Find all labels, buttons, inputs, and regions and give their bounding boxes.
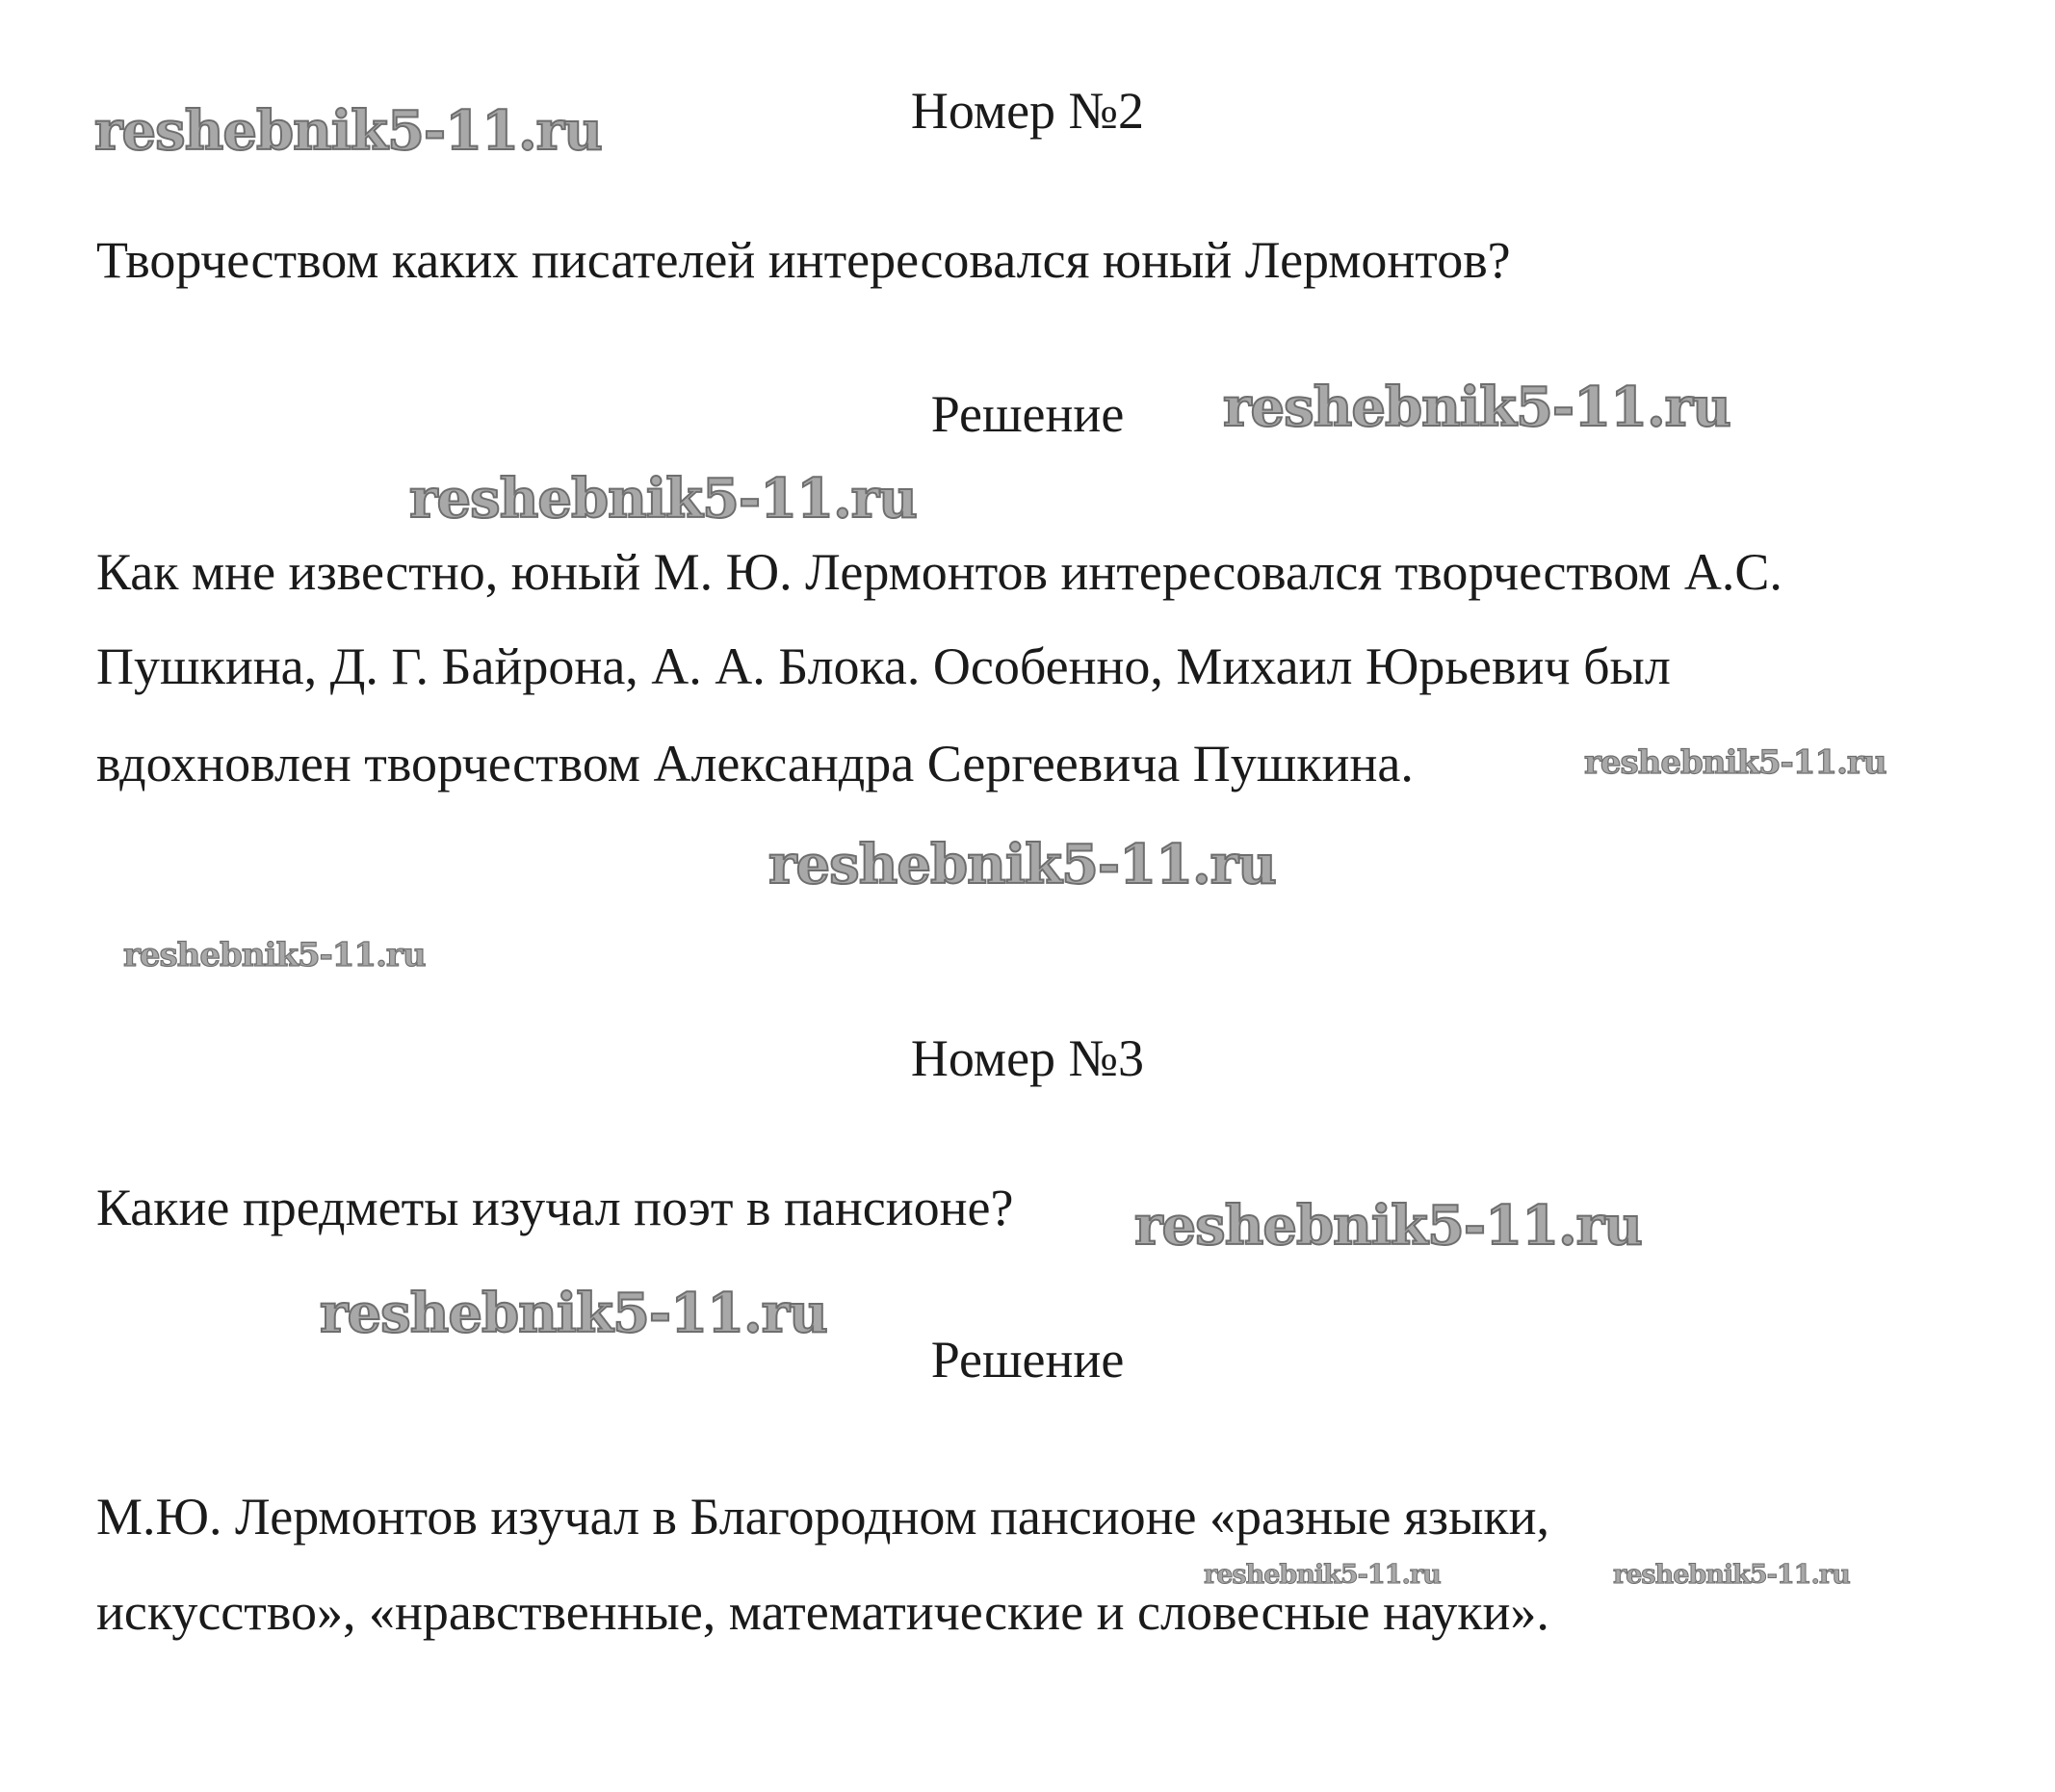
watermark-logo: reshebnik5-11.ru xyxy=(1223,376,1730,439)
watermark-logo: reshebnik5-11.ru xyxy=(1204,1560,1441,1590)
watermark-logo: reshebnik5-11.ru xyxy=(1584,743,1886,782)
answer-2-line-2: Пушкина, Д. Г. Байрона, А. А. Блока. Особенно, Михаил Юрьевич был xyxy=(96,637,1671,695)
answer-2-line-1: Как мне известно, юный М. Ю. Лермонтов интересовался творчеством А.С. xyxy=(96,543,1782,601)
section-heading-2: Номер №2 xyxy=(910,82,1145,140)
watermark-logo: reshebnik5-11.ru xyxy=(1134,1194,1642,1258)
watermark-logo: reshebnik5-11.ru xyxy=(1613,1560,1850,1590)
solution-label-3: Решение xyxy=(930,1331,1125,1389)
question-3: Какие предметы изучал поэт в пансионе? xyxy=(96,1179,1014,1236)
solution-label-2: Решение xyxy=(930,385,1125,443)
answer-2-line-3: вдохновлен творчеством Александра Сергеевича Пушкина. xyxy=(96,735,1414,792)
watermark-logo: reshebnik5-11.ru xyxy=(768,833,1276,896)
watermark-logo: reshebnik5-11.ru xyxy=(94,99,602,163)
watermark-logo: reshebnik5-11.ru xyxy=(320,1282,827,1345)
section-heading-3: Номер №3 xyxy=(910,1029,1145,1087)
watermark-logo: reshebnik5-11.ru xyxy=(409,467,917,531)
question-2: Творчеством каких писателей интересовался юный Лермонтов? xyxy=(96,231,1511,289)
answer-3-line-1: М.Ю. Лермонтов изучал в Благородном пансионе «разные языки, xyxy=(96,1488,1550,1545)
watermark-logo: reshebnik5-11.ru xyxy=(123,936,426,974)
answer-3-line-2: искусство», «нравственные, математические и словесные науки». xyxy=(96,1583,1549,1641)
